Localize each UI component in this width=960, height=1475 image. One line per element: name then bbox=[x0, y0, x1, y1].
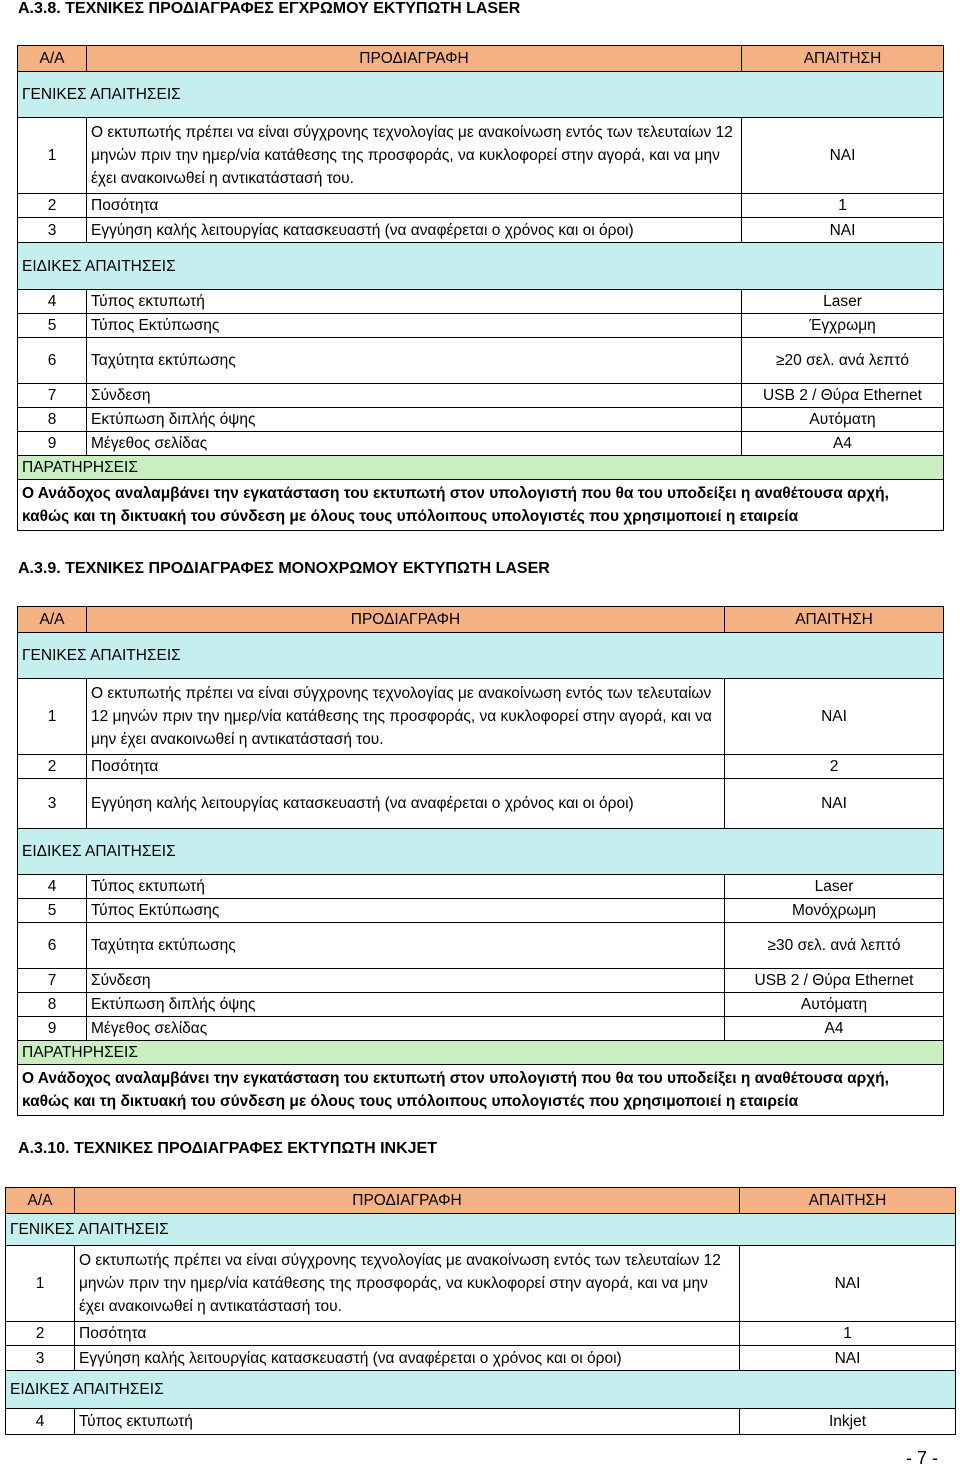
header-aa: Α/Α bbox=[6, 1188, 75, 1214]
table-row bbox=[6, 1346, 956, 1371]
remarks-text-row bbox=[18, 1065, 944, 1116]
row-req: ≥30 σελ. ανά λεπτό bbox=[725, 923, 944, 969]
row-req: 1 bbox=[740, 1322, 956, 1346]
row-number: 3 bbox=[6, 1346, 75, 1371]
row-number: 1 bbox=[6, 1246, 75, 1322]
row-req: A4 bbox=[742, 432, 944, 456]
page-number: - 7 - bbox=[905, 1448, 938, 1468]
table-row bbox=[18, 779, 944, 829]
table-header-row bbox=[6, 1188, 956, 1214]
row-spec: Ποσότητα bbox=[87, 194, 742, 218]
header-aa: Α/Α bbox=[18, 607, 87, 633]
remarks-label: ΠΑΡΑΤΗΡΗΣΕΙΣ bbox=[18, 456, 944, 480]
row-req: Laser bbox=[742, 290, 944, 314]
row-req: Laser bbox=[725, 875, 944, 899]
row-number: 2 bbox=[18, 194, 87, 218]
table-row bbox=[6, 1322, 956, 1346]
section-title-a38: Α.3.8. ΤΕΧΝΙΚΕΣ ΠΡΟΔΙΑΓΡΑΦΕΣ ΕΓΧΡΩΜΟΥ ΕΚΤΥΠΩΤΗ LASER bbox=[18, 0, 521, 17]
row-req: ΝΑΙ bbox=[725, 679, 944, 755]
table-row bbox=[18, 338, 944, 384]
header-req: ΑΠΑΙΤΗΣΗ bbox=[742, 46, 944, 72]
row-number: 9 bbox=[18, 432, 87, 456]
table-row bbox=[18, 899, 944, 923]
row-number: 4 bbox=[6, 1409, 75, 1435]
row-spec: Ο εκτυπωτής πρέπει να είναι σύγχρονης τεχνολογίας με ανακοίνωση εντός των τελευταίων 12 μηνών πριν την ημερ/νία κατάθεσης της προσφοράς, να κυκλοφορεί στην αγορά, και να μην έχει ανακοινωθεί η αντικατάστασή του. bbox=[87, 118, 742, 194]
row-spec: Εκτύπωση διπλής όψης bbox=[87, 408, 742, 432]
table-row bbox=[18, 923, 944, 969]
row-req: USB 2 / Θύρα Ethernet bbox=[742, 384, 944, 408]
row-number: 4 bbox=[18, 875, 87, 899]
table-row bbox=[18, 194, 944, 218]
row-number: 1 bbox=[18, 679, 87, 755]
table-row bbox=[18, 993, 944, 1017]
section-title-a39: Α.3.9. ΤΕΧΝΙΚΕΣ ΠΡΟΔΙΑΓΡΑΦΕΣ ΜΟΝΟΧΡΩΜΟΥ ΕΚΤΥΠΩΤΗ LASER bbox=[18, 560, 550, 577]
special-requirements-row bbox=[18, 829, 944, 875]
row-spec: Ποσότητα bbox=[87, 755, 725, 779]
row-spec: Εγγύηση καλής λειτουργίας κατασκευαστή (να αναφέρεται ο χρόνος και οι όροι) bbox=[87, 779, 725, 829]
row-req: 1 bbox=[742, 194, 944, 218]
table-row bbox=[6, 1246, 956, 1322]
row-number: 5 bbox=[18, 314, 87, 338]
section-title-a310: Α.3.10. ΤΕΧΝΙΚΕΣ ΠΡΟΔΙΑΓΡΑΦΕΣ ΕΚΤΥΠΩΤΗ INKJET bbox=[18, 1140, 437, 1157]
row-spec: Εκτύπωση διπλής όψης bbox=[87, 993, 725, 1017]
row-spec: Σύνδεση bbox=[87, 969, 725, 993]
special-requirements-label: ΕΙΔΙΚΕΣ ΑΠΑΙΤΗΣΕΙΣ bbox=[6, 1371, 956, 1409]
row-number: 5 bbox=[18, 899, 87, 923]
row-req: Αυτόματη bbox=[725, 993, 944, 1017]
table-row bbox=[18, 408, 944, 432]
row-number: 6 bbox=[18, 338, 87, 384]
table-row bbox=[18, 218, 944, 243]
header-aa: Α/Α bbox=[18, 46, 87, 72]
row-spec: Ταχύτητα εκτύπωσης bbox=[87, 338, 742, 384]
row-req: ≥20 σελ. ανά λεπτό bbox=[742, 338, 944, 384]
remarks-row bbox=[18, 1041, 944, 1065]
row-number: 2 bbox=[6, 1322, 75, 1346]
remarks-label: ΠΑΡΑΤΗΡΗΣΕΙΣ bbox=[18, 1041, 944, 1065]
row-spec: Εγγύηση καλής λειτουργίας κατασκευαστή (να αναφέρεται ο χρόνος και οι όροι) bbox=[75, 1346, 740, 1371]
table-row bbox=[18, 969, 944, 993]
row-req: Έγχρωμη bbox=[742, 314, 944, 338]
row-number: 6 bbox=[18, 923, 87, 969]
row-spec: Τύπος Εκτύπωσης bbox=[87, 314, 742, 338]
table-row bbox=[18, 118, 944, 194]
spec-table-a38 bbox=[17, 45, 944, 531]
general-requirements-row bbox=[6, 1214, 956, 1246]
table-row bbox=[18, 384, 944, 408]
header-spec: ΠΡΟΔΙΑΓΡΑΦΗ bbox=[87, 46, 742, 72]
table-row bbox=[18, 314, 944, 338]
spec-table-a39 bbox=[17, 606, 944, 1116]
row-req: A4 bbox=[725, 1017, 944, 1041]
table-row bbox=[18, 679, 944, 755]
remarks-text: Ο Ανάδοχος αναλαμβάνει την εγκατάσταση του εκτυπωτή στον υπολογιστή που θα του υποδείξει η αναθέτουσα αρχή, καθώς και τη δικτυακή του σύνδεση με όλους τους υπόλοιπους υπολογιστές που χρησιμοποιεί η εταιρεία bbox=[18, 480, 944, 531]
row-number: 2 bbox=[18, 755, 87, 779]
table-header-row bbox=[18, 607, 944, 633]
row-spec: Ταχύτητα εκτύπωσης bbox=[87, 923, 725, 969]
row-spec: Εγγύηση καλής λειτουργίας κατασκευαστή (να αναφέρεται ο χρόνος και οι όροι) bbox=[87, 218, 742, 243]
general-requirements-label: ΓΕΝΙΚΕΣ ΑΠΑΙΤΗΣΕΙΣ bbox=[18, 72, 944, 118]
remarks-text: Ο Ανάδοχος αναλαμβάνει την εγκατάσταση του εκτυπωτή στον υπολογιστή που θα του υποδείξει η αναθέτουσα αρχή, καθώς και τη δικτυακή του σύνδεση με όλους τους υπόλοιπους υπολογιστές που χρησιμοποιεί η εταιρεία bbox=[18, 1065, 944, 1116]
general-requirements-label: ΓΕΝΙΚΕΣ ΑΠΑΙΤΗΣΕΙΣ bbox=[18, 633, 944, 679]
remarks-text-row bbox=[18, 480, 944, 531]
spec-table-a310 bbox=[5, 1187, 956, 1435]
table-row bbox=[18, 290, 944, 314]
row-req: 2 bbox=[725, 755, 944, 779]
row-req: ΝΑΙ bbox=[740, 1346, 956, 1371]
row-spec: Μέγεθος σελίδας bbox=[87, 432, 742, 456]
row-req: Μονόχρωμη bbox=[725, 899, 944, 923]
row-spec: Σύνδεση bbox=[87, 384, 742, 408]
row-number: 8 bbox=[18, 993, 87, 1017]
row-number: 8 bbox=[18, 408, 87, 432]
row-number: 7 bbox=[18, 969, 87, 993]
row-req: Αυτόματη bbox=[742, 408, 944, 432]
row-spec: Τύπος εκτυπωτή bbox=[75, 1409, 740, 1435]
row-spec: Τύπος εκτυπωτή bbox=[87, 290, 742, 314]
table-row bbox=[18, 875, 944, 899]
header-spec: ΠΡΟΔΙΑΓΡΑΦΗ bbox=[87, 607, 725, 633]
row-number: 1 bbox=[18, 118, 87, 194]
row-spec: Μέγεθος σελίδας bbox=[87, 1017, 725, 1041]
row-req: ΝΑΙ bbox=[740, 1246, 956, 1322]
row-number: 3 bbox=[18, 218, 87, 243]
row-req: ΝΑΙ bbox=[742, 118, 944, 194]
table-row bbox=[18, 755, 944, 779]
header-spec: ΠΡΟΔΙΑΓΡΑΦΗ bbox=[75, 1188, 740, 1214]
row-req: USB 2 / Θύρα Ethernet bbox=[725, 969, 944, 993]
row-req: Inkjet bbox=[740, 1409, 956, 1435]
row-req: ΝΑΙ bbox=[725, 779, 944, 829]
row-spec: Ο εκτυπωτής πρέπει να είναι σύγχρονης τεχνολογίας με ανακοίνωση εντός των τελευταίων 12 μηνών πριν την ημερ/νία κατάθεσης της προσφοράς, να κυκλοφορεί στην αγορά, και να μην έχει ανακοινωθεί η αντικατάστασή του. bbox=[75, 1246, 740, 1322]
table-header-row bbox=[18, 46, 944, 72]
row-req: ΝΑΙ bbox=[742, 218, 944, 243]
general-requirements-row bbox=[18, 633, 944, 679]
row-number: 4 bbox=[18, 290, 87, 314]
table-row bbox=[18, 1017, 944, 1041]
remarks-row bbox=[18, 456, 944, 480]
row-number: 3 bbox=[18, 779, 87, 829]
special-requirements-label: ΕΙΔΙΚΕΣ ΑΠΑΙΤΗΣΕΙΣ bbox=[18, 243, 944, 290]
row-spec: Ποσότητα bbox=[75, 1322, 740, 1346]
table-row bbox=[18, 432, 944, 456]
row-spec: Ο εκτυπωτής πρέπει να είναι σύγχρονης τεχνολογίας με ανακοίνωση εντός των τελευταίων 12 μηνών πριν την ημερ/νία κατάθεσης της προσφοράς, να κυκλοφορεί στην αγορά, και να μην έχει ανακοινωθεί η αντικατάστασή του. bbox=[87, 679, 725, 755]
special-requirements-label: ΕΙΔΙΚΕΣ ΑΠΑΙΤΗΣΕΙΣ bbox=[18, 829, 944, 875]
row-spec: Τύπος εκτυπωτή bbox=[87, 875, 725, 899]
header-req: ΑΠΑΙΤΗΣΗ bbox=[725, 607, 944, 633]
general-requirements-label: ΓΕΝΙΚΕΣ ΑΠΑΙΤΗΣΕΙΣ bbox=[6, 1214, 956, 1246]
special-requirements-row bbox=[6, 1371, 956, 1409]
general-requirements-row bbox=[18, 72, 944, 118]
row-number: 9 bbox=[18, 1017, 87, 1041]
row-number: 7 bbox=[18, 384, 87, 408]
header-req: ΑΠΑΙΤΗΣΗ bbox=[740, 1188, 956, 1214]
row-spec: Τύπος Εκτύπωσης bbox=[87, 899, 725, 923]
special-requirements-row bbox=[18, 243, 944, 290]
table-row bbox=[6, 1409, 956, 1435]
